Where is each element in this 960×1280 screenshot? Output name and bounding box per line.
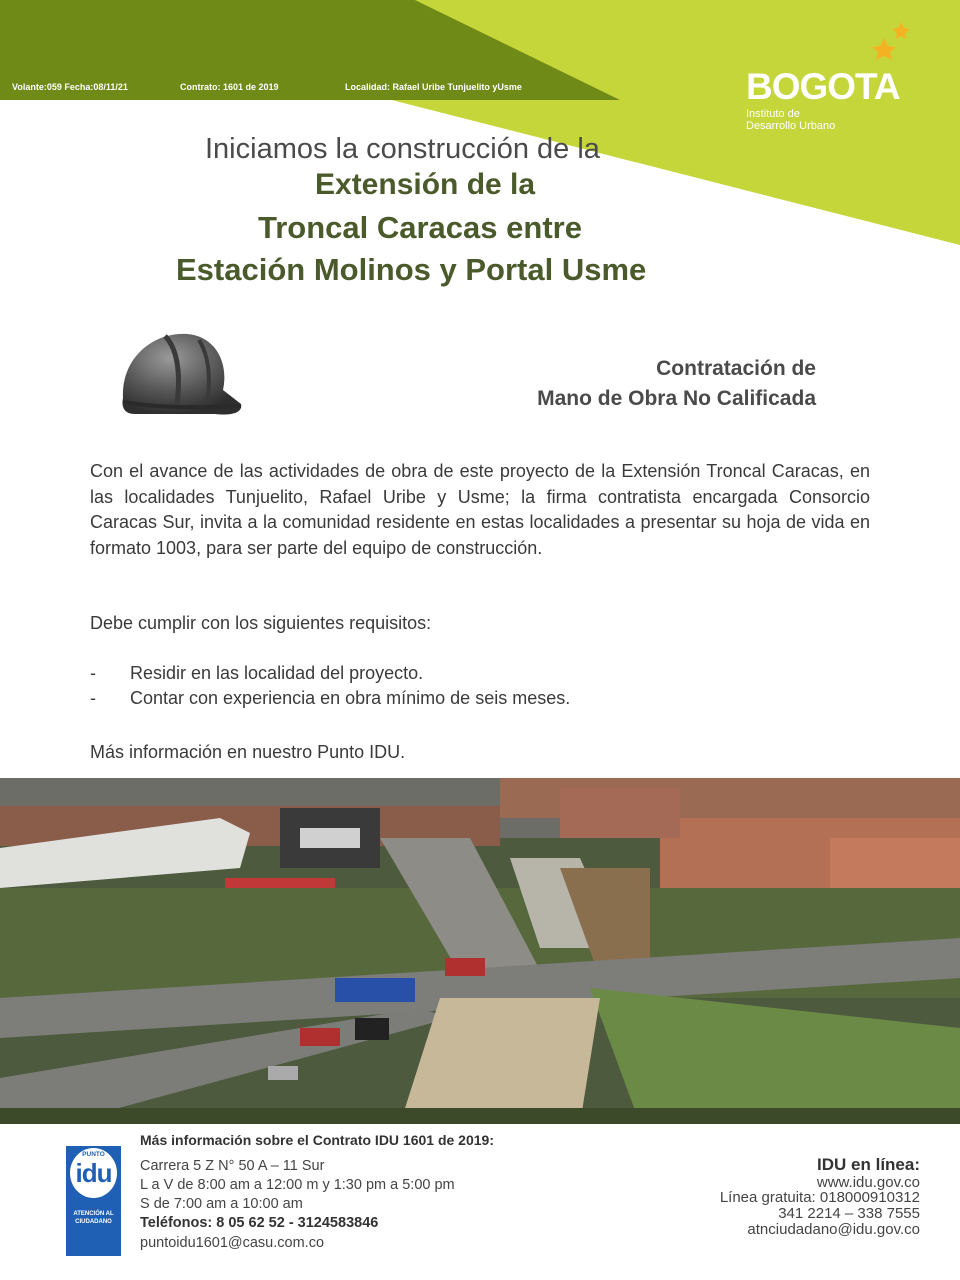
logo-subtitle	[746, 108, 835, 132]
idu-label: idu	[75, 1158, 112, 1188]
localidad-label: Localidad: Rafael Uribe Tunjuelito yUsme	[345, 82, 522, 92]
footer-heading: Más información sobre el Contrato IDU 1601 de 2019:	[140, 1132, 494, 1148]
volante-fecha: Volante:059 Fecha:08/11/21	[12, 82, 128, 92]
title-line4: Estación Molinos y Portal Usme	[176, 252, 647, 287]
requisito-item: Residir en las localidad del proyecto.	[130, 663, 424, 683]
logo-sub-line1: Instituto de	[746, 108, 800, 120]
requisitos-intro: Debe cumplir con los siguientes requisitos:	[90, 613, 432, 633]
title-intro: Iniciamos la construcción de la	[205, 133, 600, 165]
requisito-item: Contar con experiencia en obra mínimo de seis meses.	[130, 688, 571, 708]
body-paragraph: Con el avance de las actividades de obra de este proyecto de la Extensión Troncal Caracas, en las localidades Tunjuelito, Rafael Uribe y Usme; la firma contratista encargada Consorcio Caracas Sur, invita a la comunidad residente en estas localidades a presentar su hoja de vida en formato 1003, para ser parte del equipo de construcción.	[90, 461, 870, 558]
atencion-line2: CIUDADANO	[75, 1219, 112, 1225]
atencion-line1: ATENCIÓN AL	[73, 1211, 114, 1217]
online-title: IDU en línea:	[817, 1155, 920, 1174]
idu-phones: 341 2214 – 338 7555	[778, 1205, 920, 1222]
bullet-dash: -	[90, 688, 96, 708]
subtitle-line2: Mano de Obra No Calificada	[537, 387, 816, 410]
title-line2: Extensión de la	[315, 168, 536, 201]
footer-telefonos: Teléfonos: 8 05 62 52 - 3124583846	[140, 1215, 379, 1231]
aerial-photo	[0, 778, 960, 1124]
bogota-logo: BOGOTA	[746, 66, 900, 107]
punto-label: PUNTO	[82, 1151, 105, 1158]
hard-hat-icon	[115, 328, 247, 420]
more-info-text: Más información en nuestro Punto IDU.	[90, 742, 406, 762]
footer-address: Carrera 5 Z N° 50 A – 11 Sur	[140, 1158, 325, 1174]
bullet-dash: -	[90, 663, 96, 683]
linea-gratuita: Línea gratuita: 018000910312	[719, 1189, 920, 1206]
footer-email[interactable]: puntoidu1601@casu.com.co	[140, 1235, 325, 1251]
logo-sub-line2: Desarrollo Urbano	[746, 120, 836, 132]
contrato-label: Contrato: 1601 de 2019	[180, 82, 279, 92]
footer-hours-saturday: S de 7:00 am a 10:00 am	[140, 1196, 303, 1212]
atencion-ciudadano-label	[66, 1210, 121, 1226]
footer-hours-weekday: L a V de 8:00 am a 12:00 m y 1:30 pm a 5:00 pm	[140, 1177, 455, 1193]
subtitle-line1: Contratación de	[656, 357, 816, 380]
idu-contact-email[interactable]: atnciudadano@idu.gov.co	[747, 1221, 920, 1238]
title-line3: Troncal Caracas entre	[258, 210, 582, 245]
idu-website-link[interactable]: www.idu.gov.co	[816, 1174, 920, 1191]
